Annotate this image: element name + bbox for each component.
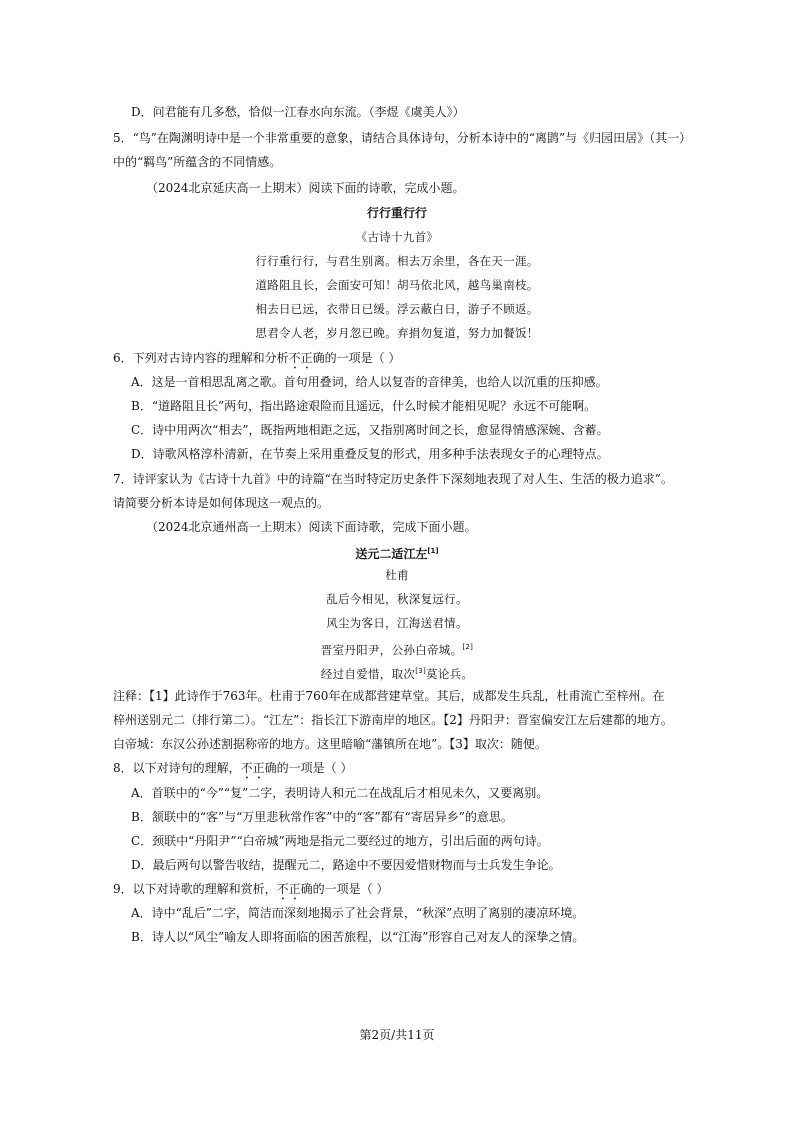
section2-poem-line: 乱后今相见，秋深复远行。 xyxy=(326,592,468,606)
q5-stem-line2: 中的“羁鸟”所蕴含的不同情感。 xyxy=(113,155,282,169)
q8-option-c: C．颈联中“丹阳尹”“白帝城”两地是指元二要经过的地方，引出后面的两句诗。 xyxy=(131,834,549,848)
q7-stem-line2: 请简要分析本诗是如何体现这一观点的。 xyxy=(113,496,330,510)
q9-stem: 9．以下对诗歌的理解和赏析，不正确的一项是（ ） xyxy=(113,882,389,896)
section2-notes-line3: 白帝城：东汉公孙述割据称帝的地方。这里暗喻“藩镇所在地”。【3】取次：随便。 xyxy=(113,737,547,751)
q8-stem: 8．以下对诗句的理解，不正确的一项是（ ） xyxy=(113,761,353,775)
section2-notes-line2: 梓州送别元二（排行第二）。“江左”：指长江下游南岸的地区。【2】丹阳尹：晋室偏安江左后建都的地方。 xyxy=(113,713,673,727)
q6-option-a: A．这是一首相思乱离之歌。首句用叠词，给人以复沓的音律美，也给人以沉重的压抑感。 xyxy=(131,375,608,389)
q9-emphasis-1: 不 xyxy=(276,882,289,896)
section2-poem-line: 晋室丹阳尹，公孙白帝城。[2] xyxy=(320,643,474,657)
section2-poem-line: 经过自爱惜，取次[3]莫论兵。 xyxy=(320,667,474,681)
q8-emphasis-1: 不 xyxy=(240,761,253,775)
q9-emphasis-2: 正 xyxy=(288,882,301,896)
section2-author: 杜甫 xyxy=(385,568,409,582)
q6-stem: 6．下列对古诗内容的理解和分析不正确的一项是（ ） xyxy=(113,351,401,365)
section1-poem-line: 道路阻且长，会面安可知！胡马依北风，越鸟巢南枝。 xyxy=(255,278,539,292)
q8-option-d: D．最后两句以警告收结，提醒元二，路途中不要因爱惜财物而与士兵发生争论。 xyxy=(131,858,561,872)
q6-emphasis-1: 不 xyxy=(288,351,301,365)
q9-option-b: B．诗人以“风尘”喻友人即将面临的困苦旅程，以“江海”形容自己对友人的深挚之情。 xyxy=(131,930,585,944)
q4-option-d: D．问君能有几多愁，恰似一江春水向东流。（李煜《虞美人》） xyxy=(131,105,465,119)
note-ref-3: [3] xyxy=(415,667,427,675)
section2-poem-line: 风尘为客日，江海送君情。 xyxy=(326,616,468,630)
note-ref-1: [1] xyxy=(427,547,439,555)
q6-option-c: C．诗中用两次“相去”，既指两地相距之远，又指别离时间之长，愈显得情感深婉、含蓄。 xyxy=(131,423,609,437)
q6-emphasis-2: 正 xyxy=(300,351,313,365)
section1-poem-line: 思君令人老，岁月忽已晚。弃捐勿复道，努力加餐饭！ xyxy=(255,326,539,340)
section2-notes-line1: 注释：【1】此诗作于763年。杜甫于760年在成都营建草堂。其后，成都发生兵乱，杜甫流亡至梓州。在 xyxy=(113,689,665,703)
q8-option-b: B．颔联中的“客”与“万里悲秋常作客”中的“客”都有“寄居异乡”的意思。 xyxy=(131,810,513,824)
section1-poem-title: 行行重行行 xyxy=(366,206,427,220)
q8-option-a: A．首联中的“今”“复”二字，表明诗人和元二在战乱后才相见未久，又要离别。 xyxy=(131,786,549,800)
q8-emphasis-2: 正 xyxy=(252,761,265,775)
section1-poem-line: 相去日已远，衣带日已缓。浮云蔽白日，游子不顾返。 xyxy=(255,302,539,316)
section2-intro: （2024北京通州高一上期末）阅读下面诗歌，完成下面小题。 xyxy=(146,520,477,534)
q7-stem-line1: 7．诗评家认为《古诗十九首》中的诗篇“在当时特定历史条件下深刻地表现了对人生、生活的极力追求”。 xyxy=(113,472,673,486)
section1-poem-source: 《古诗十九首》 xyxy=(355,230,439,244)
q9-option-a: A．诗中“乱后”二字，简洁而深刻地揭示了社会背景，“秋深”点明了离别的凄凉环境。 xyxy=(131,906,585,920)
page-footer: 第2页/共11页 xyxy=(359,1028,435,1042)
q5-stem-line1: 5．“鸟”在陶渊明诗中是一个非常重要的意象，请结合具体诗句，分析本诗中的“离鹍”与《归园田居》（其一） xyxy=(113,131,692,145)
section1-poem-line: 行行重行行，与君生别离。相去万余里，各在天一涯。 xyxy=(255,254,539,268)
q6-option-b: B．“道路阻且长”两句，指出路途艰险而且遥远，什么时候才能相见呢？永远不可能啊。 xyxy=(131,399,597,413)
section1-intro: （2024北京延庆高一上期末）阅读下面的诗歌，完成小题。 xyxy=(146,181,465,195)
q6-option-d: D．诗歌风格淳朴清新，在节奏上采用重叠反复的形式，用多种手法表现女子的心理特点。 xyxy=(131,447,609,461)
note-ref-2: [2] xyxy=(462,643,474,651)
section2-poem-title: 送元二适江左[1] xyxy=(355,547,439,561)
